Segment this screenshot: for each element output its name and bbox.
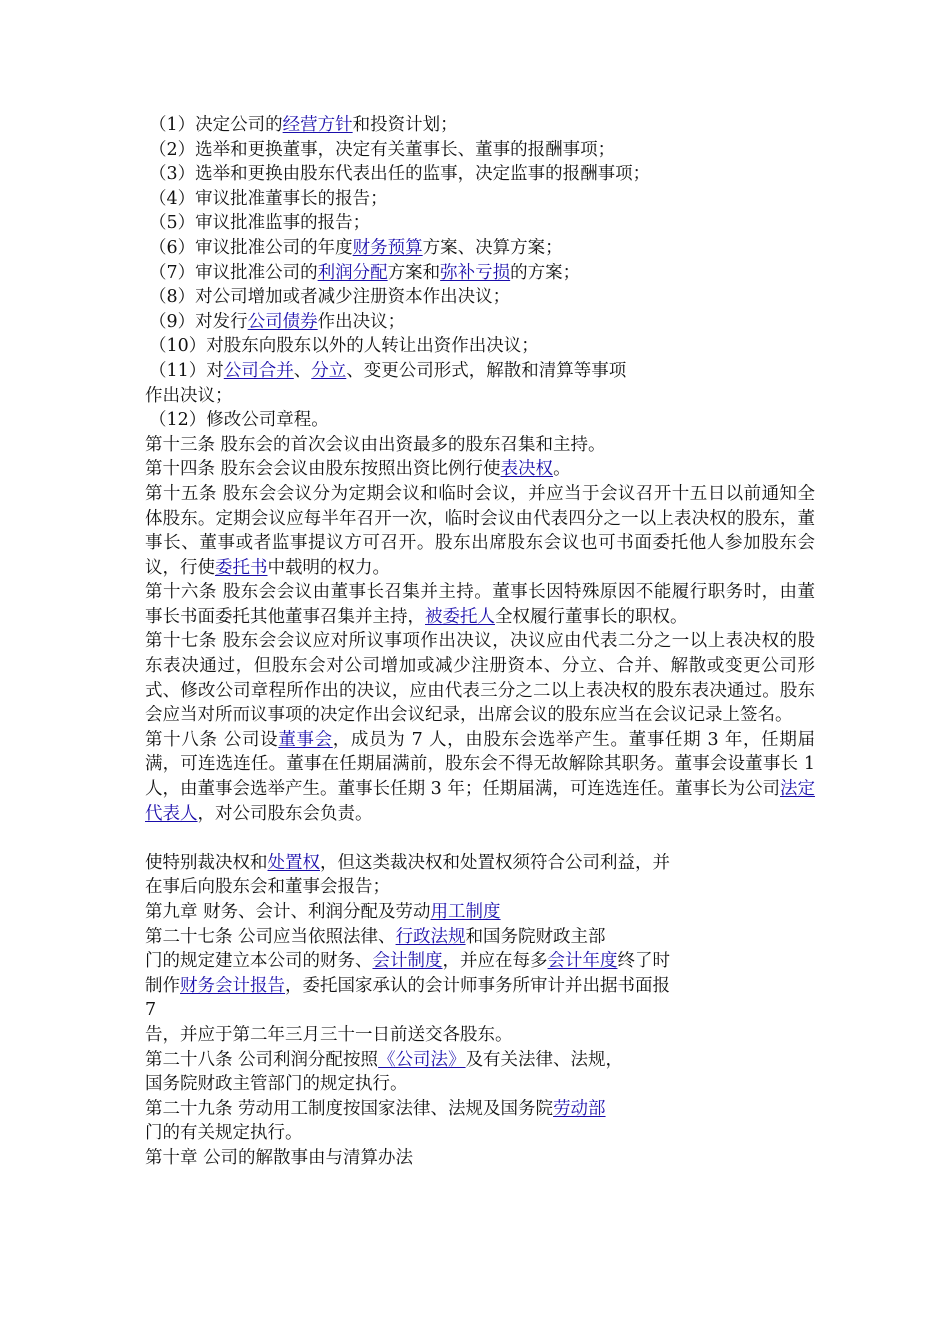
article-15: 第十五条 股东会会议分为定期会议和临时会议，并应当于会议召开十五日以前通知全体股东。定期会议应每半年召开一次，临时会议由代表四分之一以上表决权的股东，董事长、董事或者监事提议方可召开。股东出席股东会议也可书面委托他人参加股东会议，行使委托书中载明的权力。 — [145, 483, 815, 578]
link-labor-department[interactable]: 劳动部 — [553, 1098, 606, 1119]
link-business-policy[interactable]: 经营方针 — [282, 115, 353, 135]
list-item-9: （9）对发行公司债券作出决议； — [149, 311, 406, 332]
article-29-line-1: 第二十九条 劳动用工制度按国家法律、法规及国务院劳动部 — [145, 1098, 606, 1119]
list-item-5: （5）审议批准监事的报告； — [149, 213, 371, 234]
article-14: 第十四条 股东会会议由股东按照出资比例行使表决权。 — [145, 459, 571, 480]
fragment-line-1: 使特别裁决权和处置权，但这类裁决权和处置权须符合公司利益，并 — [145, 852, 670, 873]
document-page — [145, 113, 815, 1171]
link-fiscal-year[interactable]: 会计年度 — [547, 951, 618, 972]
link-financial-budget[interactable]: 财务预算 — [352, 237, 423, 258]
link-financial-report[interactable]: 财务会计报告 — [180, 975, 285, 996]
link-loss-recovery[interactable]: 弥补亏损 — [440, 262, 511, 283]
fragment-line-2: 在事后向股东会和董事会报告； — [145, 877, 390, 898]
list-item-3: （3）选举和更换由股东代表出任的监事，决定监事的报酬事项； — [149, 164, 651, 185]
link-administrative-regulations[interactable]: 行政法规 — [395, 926, 466, 947]
list-item-8: （8）对公司增加或者减少注册资本作出决议； — [149, 287, 511, 308]
link-voting-right[interactable]: 表决权 — [500, 459, 554, 480]
link-employment-system[interactable]: 用工制度 — [430, 902, 501, 922]
article-17: 第十七条 股东会会议应对所议事项作出决议，决议应由代表二分之一以上表决权的股东表决通过，但股东会对公司增加或减少注册资本、分立、合并、解散或变更公司形式、修改公司章程所作出的决议，应由代表三分之二以上表决权的股东表决通过。股东会应当对所而议事项的决定作出会议纪录，出席会议的股东应当在会议记录上签名。 — [145, 631, 815, 726]
link-division[interactable]: 分立 — [311, 360, 347, 381]
list-item-2: （2）选举和更换董事，决定有关董事长、董事的报酬事项； — [149, 139, 616, 160]
link-company-merger[interactable]: 公司合并 — [223, 360, 294, 381]
link-power-of-attorney[interactable]: 委托书 — [215, 557, 268, 578]
link-legal-representative[interactable]: 法定代表人 — [145, 779, 816, 824]
page-number: 7 — [145, 1000, 157, 1021]
list-item-11-continued: 作出决议； — [145, 385, 233, 406]
link-entrusted-person[interactable]: 被委托人 — [425, 606, 495, 627]
list-item-7: （7）审议批准公司的利润分配方案和弥补亏损的方案； — [149, 262, 581, 283]
list-item-12: （12）修改公司章程。 — [149, 410, 329, 431]
article-29-line-2: 门的有关规定执行。 — [145, 1123, 303, 1144]
article-18: 第十八条 公司设董事会，成员为 7 人，由股东会选举产生。董事任期 3 年，任期届满，可连选连任。董事在任期届满前，股东会不得无故解除其职务。董事会设董事长 1 人，由董事会选举产生。董事长任期 3 年；任期届满，可连选连任。董事长为公司法定代表人，对公司股东会负责。 — [145, 729, 816, 824]
link-profit-distribution[interactable]: 利润分配 — [317, 262, 388, 283]
list-item-1: （1）决定公司的经营方针和投资计划； — [149, 115, 458, 135]
list-item-6: （6）审议批准公司的年度财务预算方案、决算方案； — [149, 237, 563, 258]
article-27-line-1: 第二十七条 公司应当依照法律、行政法规和国务院财政主部 — [145, 926, 606, 947]
link-disposal-right[interactable]: 处置权 — [267, 852, 320, 873]
article-27-line-4: 告，并应于第二年三月三十一日前送交各股东。 — [145, 1024, 513, 1045]
list-item-4: （4）审议批准董事长的报告； — [149, 188, 388, 209]
chapter-10-heading: 第十章 公司的解散事由与清算办法 — [145, 1147, 414, 1168]
link-board-of-directors[interactable]: 董事会 — [278, 729, 333, 750]
article-28-line-1: 第二十八条 公司利润分配按照《公司法》及有关法律、法规， — [145, 1049, 624, 1070]
article-27-line-2: 门的规定建立本公司的财务、会计制度，并应在每多会计年度终了时 — [145, 951, 670, 972]
link-corporate-bonds[interactable]: 公司债券 — [247, 311, 318, 332]
link-accounting-system[interactable]: 会计制度 — [372, 951, 443, 972]
article-13: 第十三条 股东会的首次会议由出资最多的股东召集和主持。 — [145, 434, 606, 455]
article-28-line-2: 国务院财政主管部门的规定执行。 — [145, 1074, 408, 1095]
link-company-law[interactable]: 《公司法》 — [378, 1049, 466, 1070]
list-item-10: （10）对股东向股东以外的人转让出资作出决议； — [149, 336, 539, 357]
list-item-11: （11）对公司合并、分立、变更公司形式，解散和清算等事项 — [149, 360, 627, 381]
chapter-9-heading: 第九章 财务、会计、利润分配及劳动用工制度 — [145, 902, 501, 922]
article-16: 第十六条 股东会会议由董事长召集并主持。董事长因特殊原因不能履行职务时，由董事长书面委托其他董事召集并主持，被委托人全权履行董事长的职权。 — [145, 582, 815, 627]
article-27-line-3: 制作财务会计报告，委托国家承认的会计师事务所审计并出据书面报 — [145, 975, 670, 996]
blank-line — [145, 826, 815, 851]
